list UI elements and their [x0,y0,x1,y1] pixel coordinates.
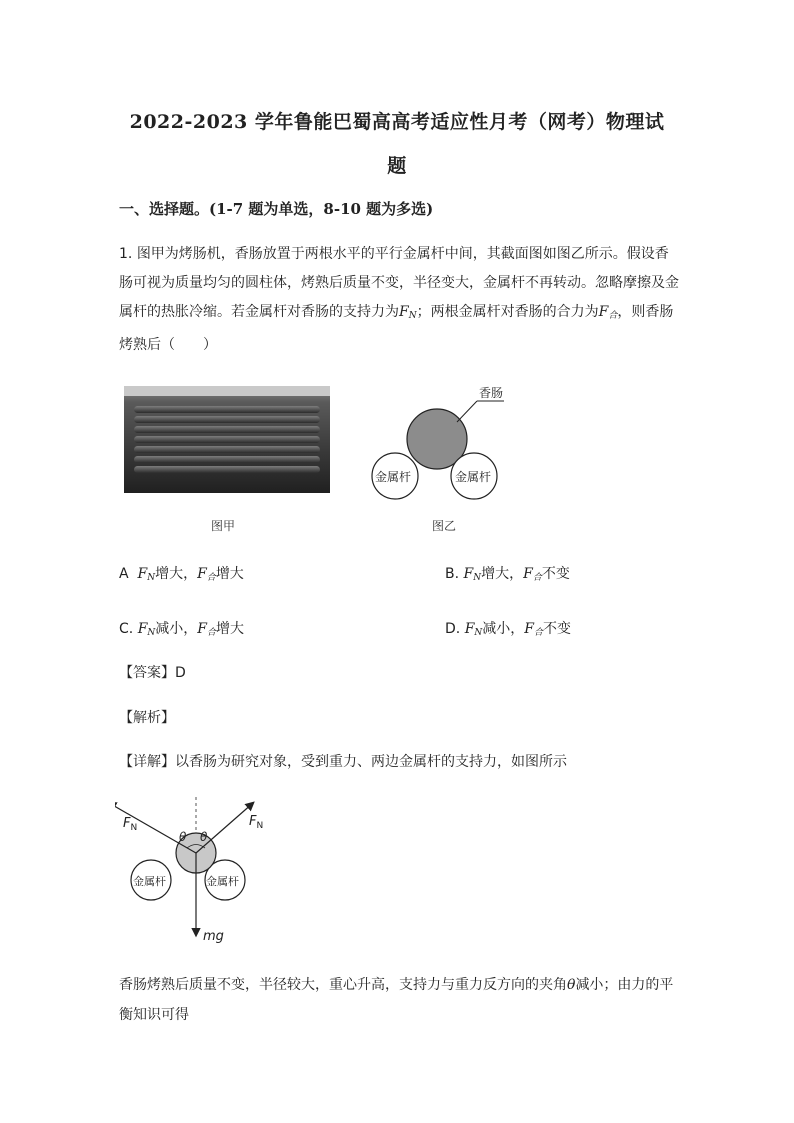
figure-a-caption: 图甲 [211,519,236,533]
question-stem-b: ；两根金属杆对香肠的合力为 [416,304,599,320]
sausage-leader-line [457,401,477,422]
conclusion-text: 香肠烤熟后质量不变，半径较大，重心升高，支持力与重力反方向的夹角θ减小；由力的平衡知识可得 [119,977,674,1023]
rod-right-label: 金属杆 [455,470,492,484]
option-b[interactable]: B. $F_N$增大，$F_合$不变 [445,566,570,583]
symbol-fhe: $F_合$ [598,304,618,321]
grill-photo [124,386,330,493]
analysis-label: 【解析】 [119,710,175,726]
fn-right-label: $F_N$ [249,814,264,831]
cross-section-diagram [360,380,520,505]
theta-right: θ [200,830,208,844]
force-rod-left-label: 金属杆 [133,875,166,888]
answer-line: 【答案】D [119,665,186,681]
option-d[interactable]: D. $F_N$减小，$F_合$不变 [445,621,572,638]
mg-label: mg [203,929,224,944]
title-line-1: 2022-2023 学年鲁能巴蜀高高考适应性月考（网考）物理试 [129,111,665,133]
figure-b-caption: 图乙 [432,519,457,533]
question-stem-a: 图甲为烤肠机，香肠放置于两根水平的平行金属杆中间，其截面图如图乙所示。假设香肠可视为质量均匀的圆柱体，烤熟后质量不变，半径变大，金属杆不再转动。忽略摩擦及金属杆的热胀冷缩。若金属杆对香肠的支持力为 [119,246,679,320]
option-c[interactable]: C. $F_N$减小，$F_合$增大 [119,621,245,638]
theta-left: θ [179,830,187,844]
detail-line: 【详解】以香肠为研究对象，受到重力、两边金属杆的支持力，如图所示 [119,754,567,770]
rod-left-label: 金属杆 [375,470,412,484]
force-rod-right-label: 金属杆 [206,875,239,888]
title-line-2: 题 [387,155,407,177]
sausage-label: 香肠 [479,386,504,400]
theta-symbol: θ [567,977,576,993]
question-number: 1. [119,246,133,262]
fn-left-label: $F_N$ [123,816,138,833]
page-title [100,100,694,188]
question-1-text [119,240,679,360]
option-a[interactable]: A $F_N$增大，$F_合$增大 [119,566,244,583]
force-fn-right-arrow [196,803,253,853]
force-diagram [115,795,275,950]
question-stem-c: ，则香肠烤熟后（ ） [119,304,674,353]
symbol-fn: $F_N$ [399,304,417,321]
section-heading: 一、选择题。(1-7 题为单选，8-10 题为多选) [119,200,434,218]
